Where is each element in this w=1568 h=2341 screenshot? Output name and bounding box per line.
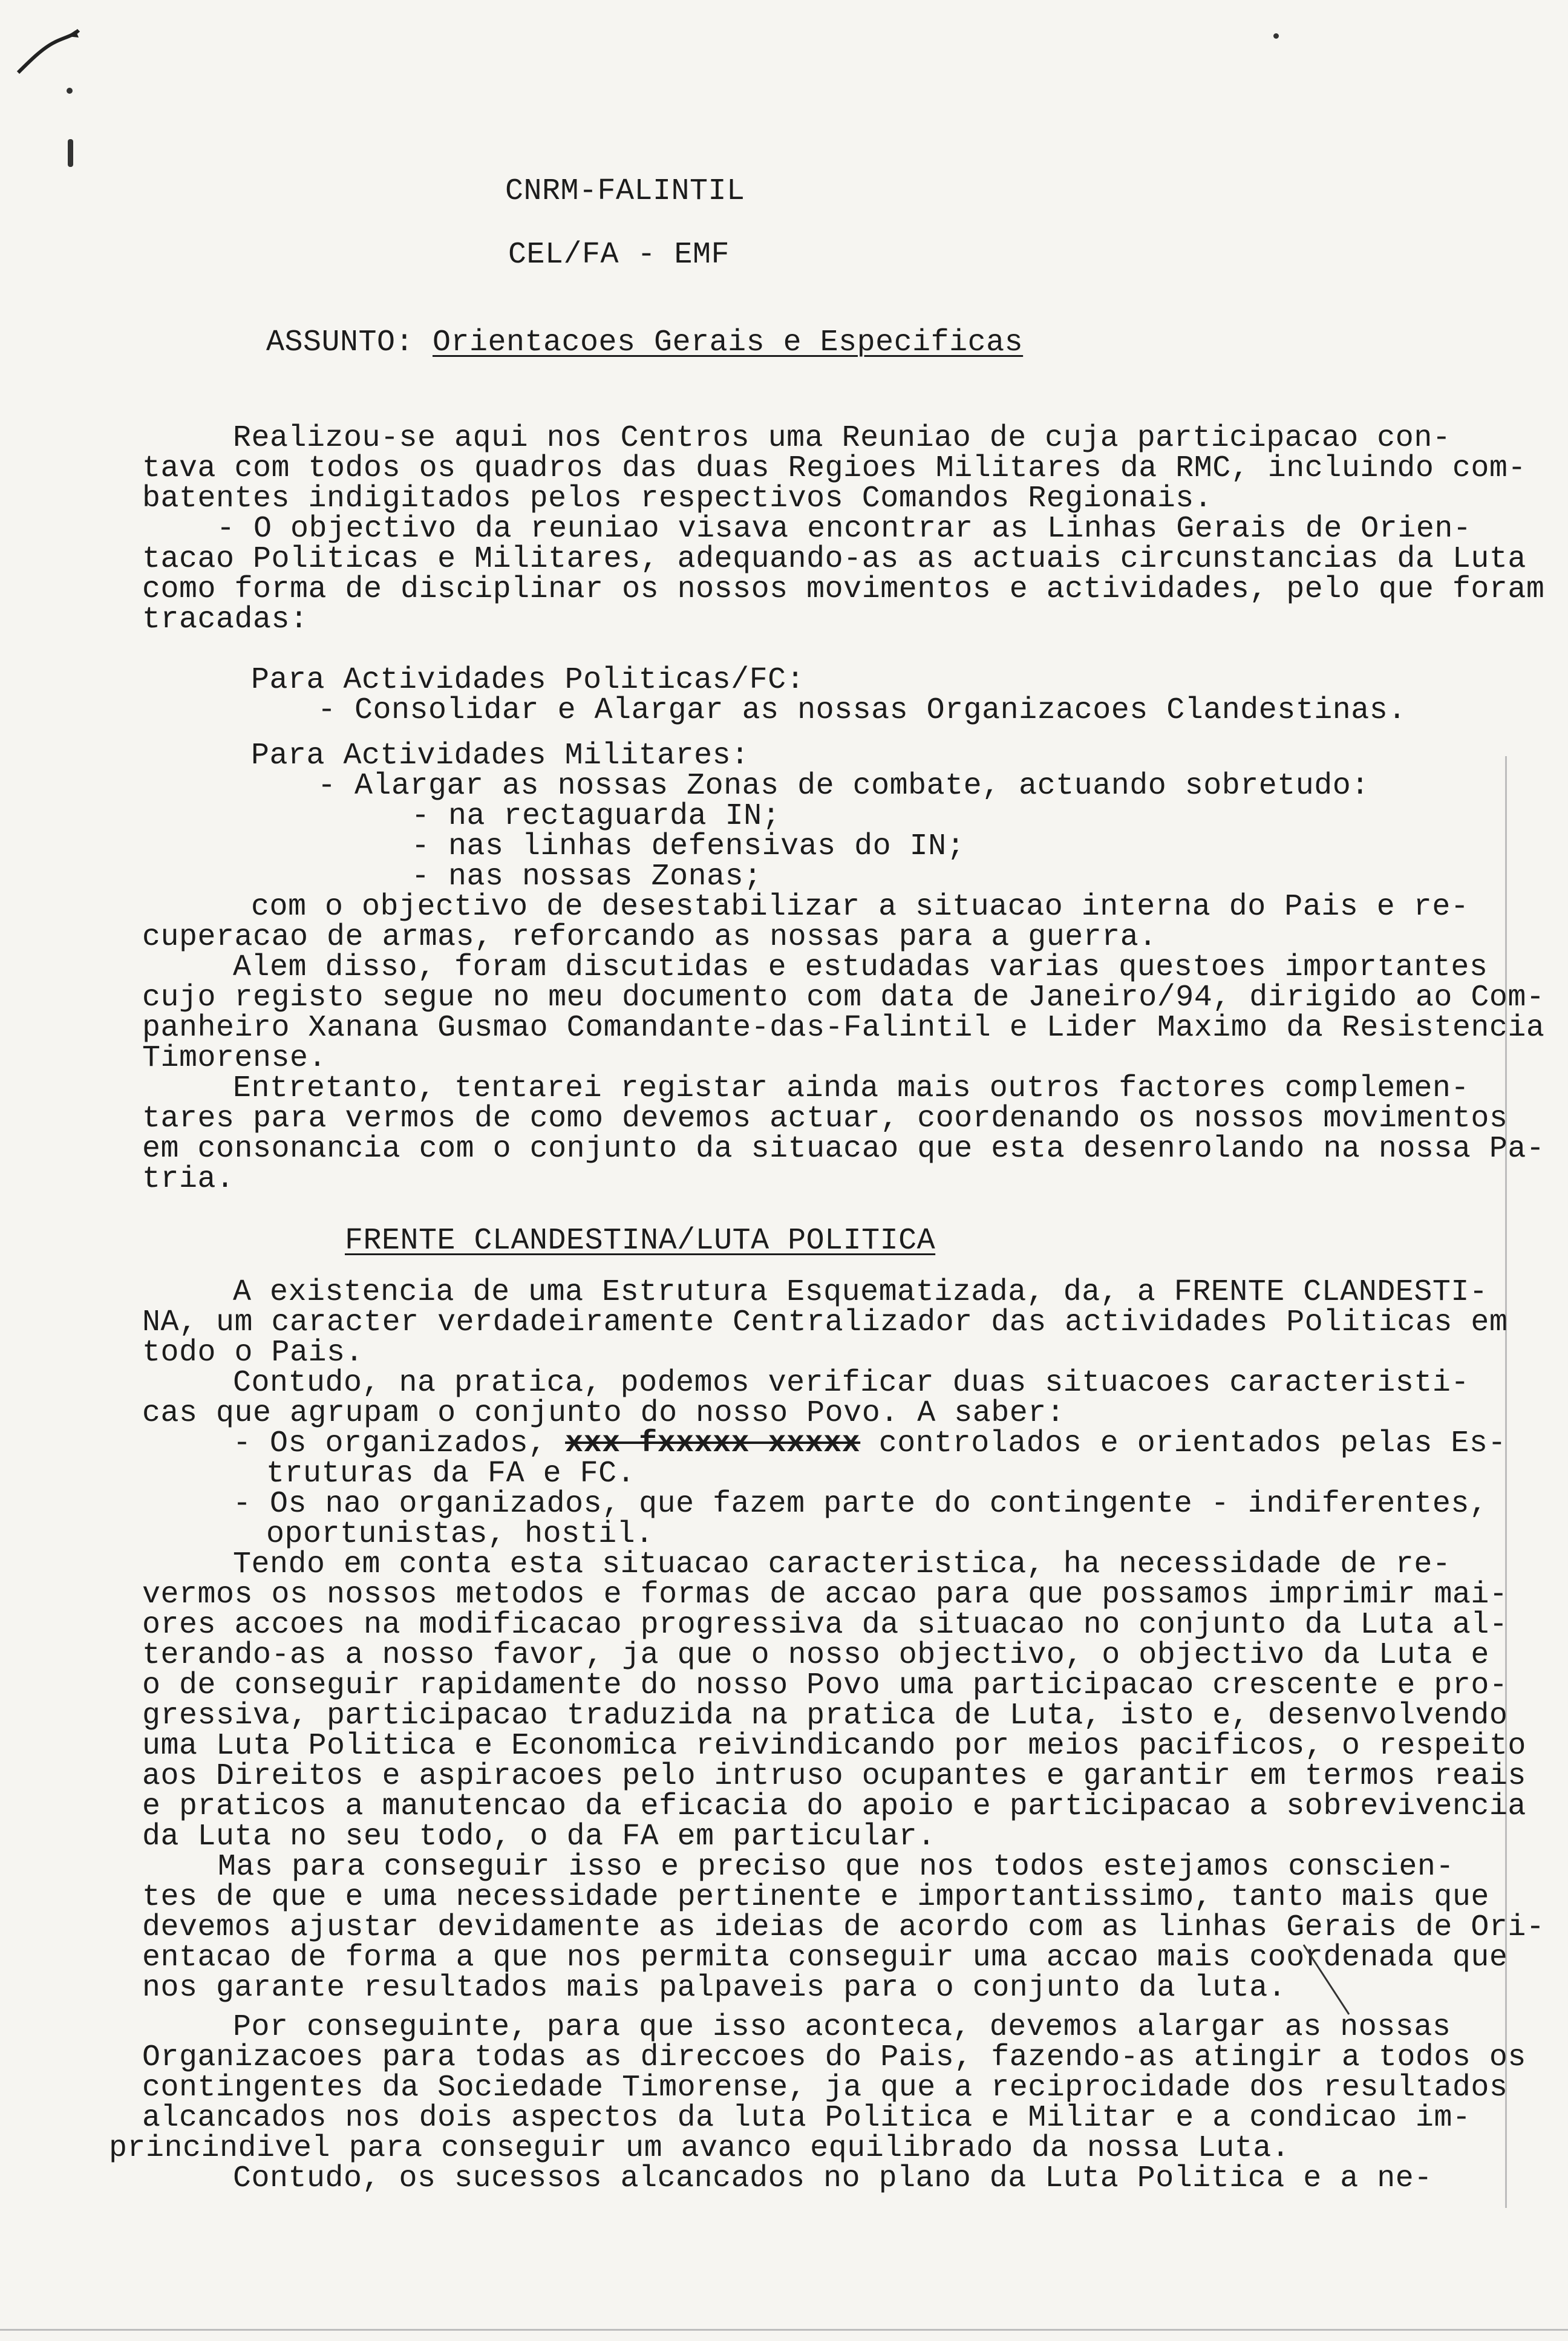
struck-out-text: xxx fxxxxx xxxxx [565, 1426, 861, 1461]
military-item: - Alargar as nossas Zonas de combate, actuando sobretudo: [318, 769, 1370, 803]
military-continuation: cuperacao de armas, reforcando as nossas para a guerra. [142, 920, 1157, 955]
section-p4-line: entacao de forma a que nos permita conseguir uma accao mais coordenada que [142, 1941, 1508, 1975]
political-heading: Para Actividades Politicas/FC: [251, 663, 805, 697]
political-item: - Consolidar e Alargar as nossas Organizacoes Clandestinas. [318, 693, 1406, 728]
besides-line: cujo registo segue no meu documento com data de Janeiro/94, dirigido ao Com- [142, 981, 1545, 1015]
section-p5-line: princindivel para conseguir um avanco equilibrado da nossa Luta. [109, 2131, 1290, 2166]
org-header: CNRM-FALINTIL [505, 174, 745, 209]
ink-speck [1273, 33, 1279, 39]
besides-line: Timorense. [142, 1041, 327, 1076]
section-p1-line: NA, um caracter verdadeiramente Centralizador das actividades Politicas em [142, 1305, 1508, 1340]
section-p2-line: Contudo, na pratica, podemos verificar duas situacoes caracteristi- [233, 1366, 1469, 1400]
section-p5-line: Por conseguinte, para que isso aconteca, devemos alargar as nossas [233, 2010, 1451, 2045]
handwritten-stroke [1301, 1942, 1355, 2020]
section-title: FRENTE CLANDESTINA/LUTA POLITICA [345, 1224, 936, 1258]
meanwhile-line: Entretanto, tentarei registar ainda mais outros factores complemen- [233, 1071, 1469, 1106]
meanwhile-line: tria. [142, 1162, 235, 1197]
section-p4-line: Mas para conseguir isso e preciso que nos todos estejamos conscien- [218, 1850, 1454, 1884]
military-subitem: - nas nossas Zonas; [411, 860, 762, 894]
section-p3-line: e praticos a manutencao da eficacia do apoio e participacao a sobrevivencia [142, 1789, 1526, 1824]
unorganized-bullet-cont: oportunistas, hostil. [266, 1517, 654, 1552]
military-subitem: - na rectaguarda IN; [411, 799, 781, 834]
reference-code: CEL/FA - EMF [508, 238, 730, 272]
organized-bullet-cont: truturas da FA e FC. [266, 1457, 636, 1491]
section-p2-line: cas que agrupam o conjunto do nosso Povo. A saber: [142, 1396, 1065, 1431]
section-p3-line: da Luta no seu todo, o da FA em particular. [142, 1820, 936, 1854]
section-p3-line: terando-as a nosso favor, ja que o nosso objectivo, o objectivo da Luta e [142, 1638, 1489, 1673]
military-continuation: com o objectivo de desestabilizar a situacao interna do Pais e re- [251, 890, 1469, 924]
section-p1-line: todo o Pais. [142, 1336, 364, 1370]
pen-scribble-mark [6, 12, 97, 91]
military-heading: Para Actividades Militares: [251, 739, 750, 773]
organized-bullet-start: - Os organizados, [233, 1426, 547, 1461]
intro-line: tava com todos os quadros das duas Regioes Militares da RMC, incluindo com- [142, 451, 1526, 486]
intro-line: tacao Politicas e Militares, adequando-as as actuais circunstancias da Luta [142, 542, 1526, 576]
section-p5-line: Organizacoes para todas as direccoes do Pais, fazendo-as atingir a todos os [142, 2040, 1526, 2075]
intro-line: tracadas: [142, 602, 309, 637]
intro-line: batentes indigitados pelos respectivos Comandos Regionais. [142, 482, 1213, 516]
besides-line: panheiro Xanana Gusmao Comandante-das-Falintil e Lider Maximo da Resistencia [142, 1011, 1545, 1045]
ink-speck [67, 88, 73, 94]
organized-bullet-end: controlados e orientados pelas Es- [878, 1426, 1506, 1461]
section-p3-line: ores accoes na modificacao progressiva da situacao no conjunto da Luta al- [142, 1608, 1508, 1642]
meanwhile-line: tares para vermos de como devemos actuar, coordenando os nossos movimentos [142, 1102, 1508, 1136]
meanwhile-line: em consonancia com o conjunto da situacao que esta desenrolando na nossa Pa- [142, 1132, 1545, 1166]
section-p3-line: o de conseguir rapidamente do nosso Povo uma participacao crescente e pro- [142, 1668, 1508, 1703]
ink-speck [68, 139, 73, 167]
section-p3-line: gressiva, participacao traduzida na pratica de Luta, isto e, desenvolvendo [142, 1699, 1508, 1733]
section-p4-line: nos garante resultados mais palpaveis para o conjunto da luta. [142, 1971, 1287, 2005]
organized-bullet [233, 1428, 1506, 1460]
subject-label: ASSUNTO: [266, 325, 414, 360]
unorganized-bullet: - Os nao organizados, que fazem parte do contingente - indiferentes, [233, 1487, 1488, 1521]
section-p3-line: vermos os nossos metodos e formas de accao para que possamos imprimir mai- [142, 1578, 1508, 1612]
section-p3-line: Tendo em conta esta situacao caracteristica, ha necessidade de re- [233, 1547, 1451, 1582]
military-subitem: - nas linhas defensivas do IN; [411, 829, 965, 864]
section-p4-line: devemos ajustar devidamente as ideias de acordo com as linhas Gerais de Ori- [142, 1910, 1545, 1945]
section-p1-line: A existencia de uma Estrutura Esquematizada, da, a FRENTE CLANDESTI- [233, 1275, 1488, 1310]
page-edge-line [1505, 756, 1507, 2208]
section-p5-line: alcancados nos dois aspectos da luta Politica e Militar e a condicao im- [142, 2101, 1471, 2135]
intro-line: Realizou-se aqui nos Centros uma Reuniao de cuja participacao con- [233, 421, 1451, 455]
besides-line: Alem disso, foram discutidas e estudadas varias questoes importantes [233, 950, 1488, 985]
section-p3-line: aos Direitos e aspiracoes pelo intruso ocupantes e garantir em termos reais [142, 1759, 1526, 1794]
section-p5-line: contingentes da Sociedade Timorense, ja que a reciprocidade dos resultados [142, 2071, 1508, 2105]
section-p3-line: uma Luta Politica e Economica reivindicando por meios pacificos, o respeito [142, 1729, 1526, 1763]
subject-title: Orientacoes Gerais e Especificas [433, 325, 1024, 360]
intro-line: como forma de disciplinar os nossos movimentos e actividades, pelo que foram [142, 572, 1545, 607]
section-p4-line: tes de que e uma necessidade pertinente e importantissimo, tanto mais que [142, 1880, 1489, 1915]
section-p6-line: Contudo, os sucessos alcancados no plano da Luta Politica e a ne- [233, 2161, 1432, 2196]
page-bottom-edge [0, 2329, 1568, 2331]
intro-line: - O objectivo da reuniao visava encontrar as Linhas Gerais de Orien- [217, 512, 1472, 546]
